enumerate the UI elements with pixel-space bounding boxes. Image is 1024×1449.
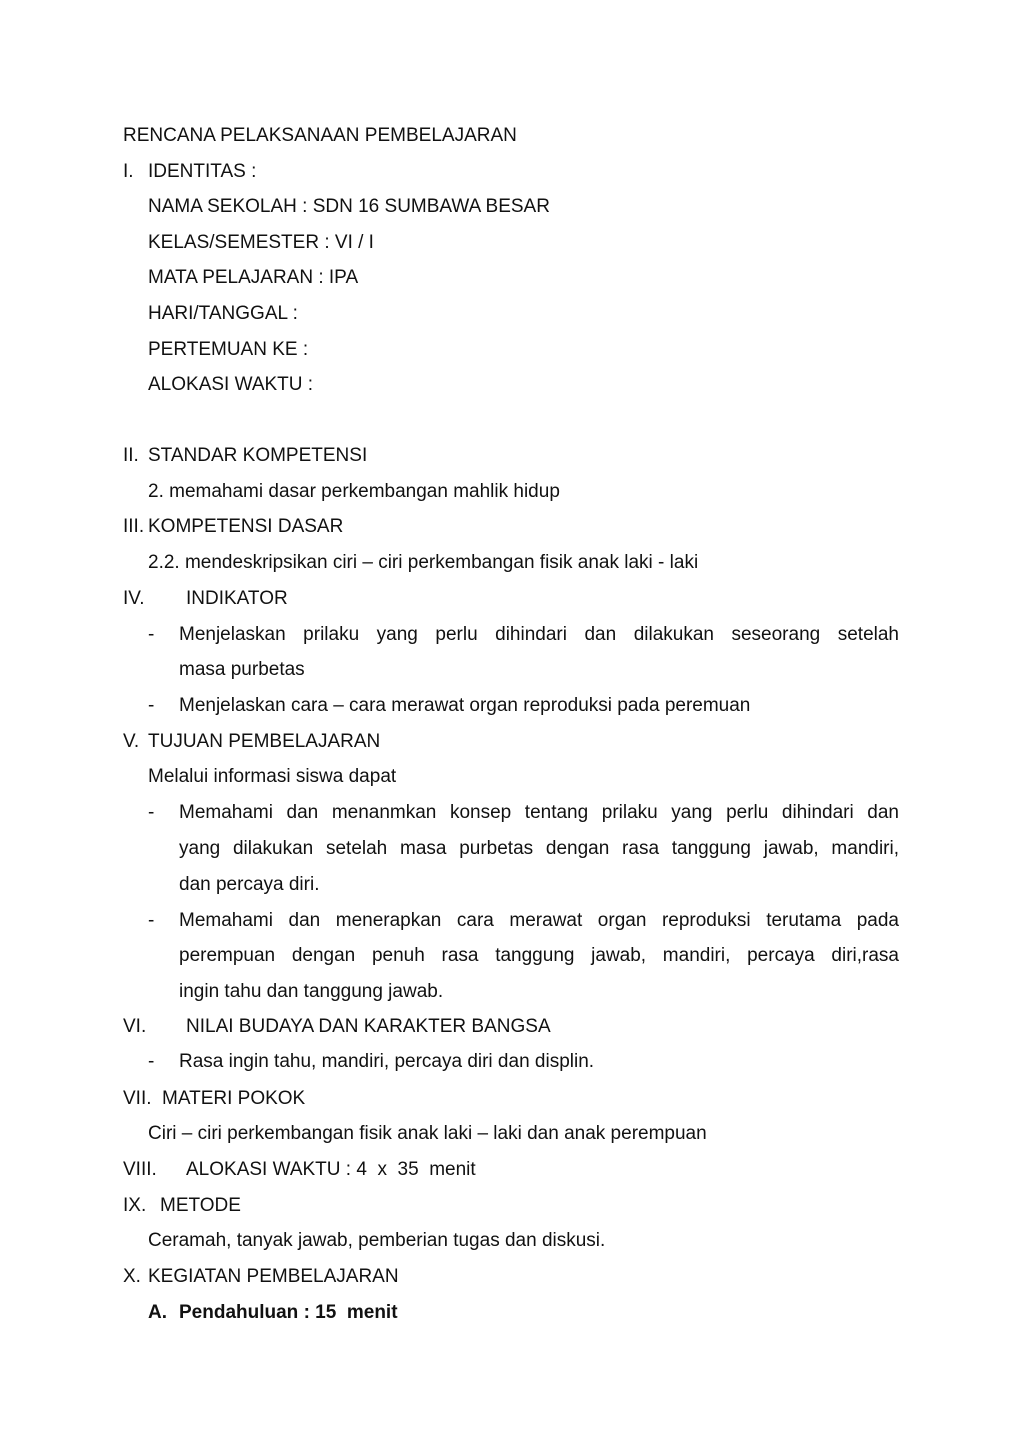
document-title: RENCANA PELAKSANAAN PEMBELAJARAN xyxy=(123,125,517,146)
section-number: X. xyxy=(123,1266,141,1287)
section-heading-metode: METODE xyxy=(160,1195,241,1216)
indikator-item-1-line-1: Menjelaskan prilaku yang perlu dihindari dan dilakukan seseorang setelah xyxy=(179,624,899,645)
section-heading-kompetensi-dasar: KOMPETENSI DASAR xyxy=(148,516,344,537)
tujuan-item-2-line-3: ingin tahu dan tanggung jawab. xyxy=(179,981,444,1002)
metode-text: Ceramah, tanyak jawab, pemberian tugas dan diskusi. xyxy=(148,1230,606,1251)
tujuan-item-1-line-2: yang dilakukan setelah masa purbetas dengan rasa tanggung jawab, mandiri, xyxy=(179,838,899,859)
standar-kompetensi-text: 2. memahami dasar perkembangan mahlik hidup xyxy=(148,481,560,502)
list-bullet: - xyxy=(148,910,155,931)
nilai-budaya-item-1: Rasa ingin tahu, mandiri, percaya diri dan displin. xyxy=(179,1051,595,1072)
section-number: IX. xyxy=(123,1195,147,1216)
section-number: VII. xyxy=(123,1088,152,1109)
field-mata-pelajaran: MATA PELAJARAN : IPA xyxy=(148,267,359,288)
kompetensi-dasar-text: 2.2. mendeskripsikan ciri – ciri perkembangan fisik anak laki - laki xyxy=(148,552,699,573)
section-heading-standar-kompetensi: STANDAR KOMPETENSI xyxy=(148,445,368,466)
tujuan-item-1-line-1: Memahami dan menanmkan konsep tentang prilaku yang perlu dihindari dan xyxy=(179,802,899,823)
subsection-heading-pendahuluan: Pendahuluan : 15 menit xyxy=(179,1302,398,1323)
section-heading-identitas: IDENTITAS : xyxy=(148,161,257,182)
tujuan-item-2-line-1: Memahami dan menerapkan cara merawat organ reproduksi terutama pada xyxy=(179,910,899,931)
field-pertemuan: PERTEMUAN KE : xyxy=(148,339,309,360)
section-number: VI. xyxy=(123,1016,147,1037)
section-number: IV. xyxy=(123,588,145,609)
section-heading-materi-pokok: MATERI POKOK xyxy=(162,1088,306,1109)
section-number: VIII. xyxy=(123,1159,157,1180)
section-number: I. xyxy=(123,161,134,182)
materi-pokok-text: Ciri – ciri perkembangan fisik anak laki – laki dan anak perempuan xyxy=(148,1123,707,1144)
section-heading-indikator: INDIKATOR xyxy=(186,588,288,609)
subsection-number: A. xyxy=(148,1302,167,1323)
list-bullet: - xyxy=(148,695,155,716)
section-number: II. xyxy=(123,445,139,466)
section-heading-tujuan: TUJUAN PEMBELAJARAN xyxy=(148,731,381,752)
indikator-item-1-line-2: masa purbetas xyxy=(179,659,305,680)
section-heading-alokasi-waktu: ALOKASI WAKTU : 4 x 35 menit xyxy=(186,1159,476,1180)
tujuan-intro: Melalui informasi siswa dapat xyxy=(148,766,397,787)
section-number: V. xyxy=(123,731,140,752)
tujuan-item-1-line-3: dan percaya diri. xyxy=(179,874,320,895)
tujuan-item-2-line-2: perempuan dengan penuh rasa tanggung jawab, mandiri, percaya diri,rasa xyxy=(179,945,899,966)
field-hari-tanggal: HARI/TANGGAL : xyxy=(148,303,298,324)
field-nama-sekolah: NAMA SEKOLAH : SDN 16 SUMBAWA BESAR xyxy=(148,196,550,217)
list-bullet: - xyxy=(148,802,155,823)
indikator-item-2: Menjelaskan cara – cara merawat organ reproduksi pada peremuan xyxy=(179,695,751,716)
field-kelas-semester: KELAS/SEMESTER : VI / I xyxy=(148,232,374,253)
section-number: III. xyxy=(123,516,145,537)
list-bullet: - xyxy=(148,1051,155,1072)
section-heading-nilai-budaya: NILAI BUDAYA DAN KARAKTER BANGSA xyxy=(186,1016,551,1037)
list-bullet: - xyxy=(148,624,155,645)
field-alokasi-waktu: ALOKASI WAKTU : xyxy=(148,374,314,395)
section-heading-kegiatan: KEGIATAN PEMBELAJARAN xyxy=(148,1266,399,1287)
